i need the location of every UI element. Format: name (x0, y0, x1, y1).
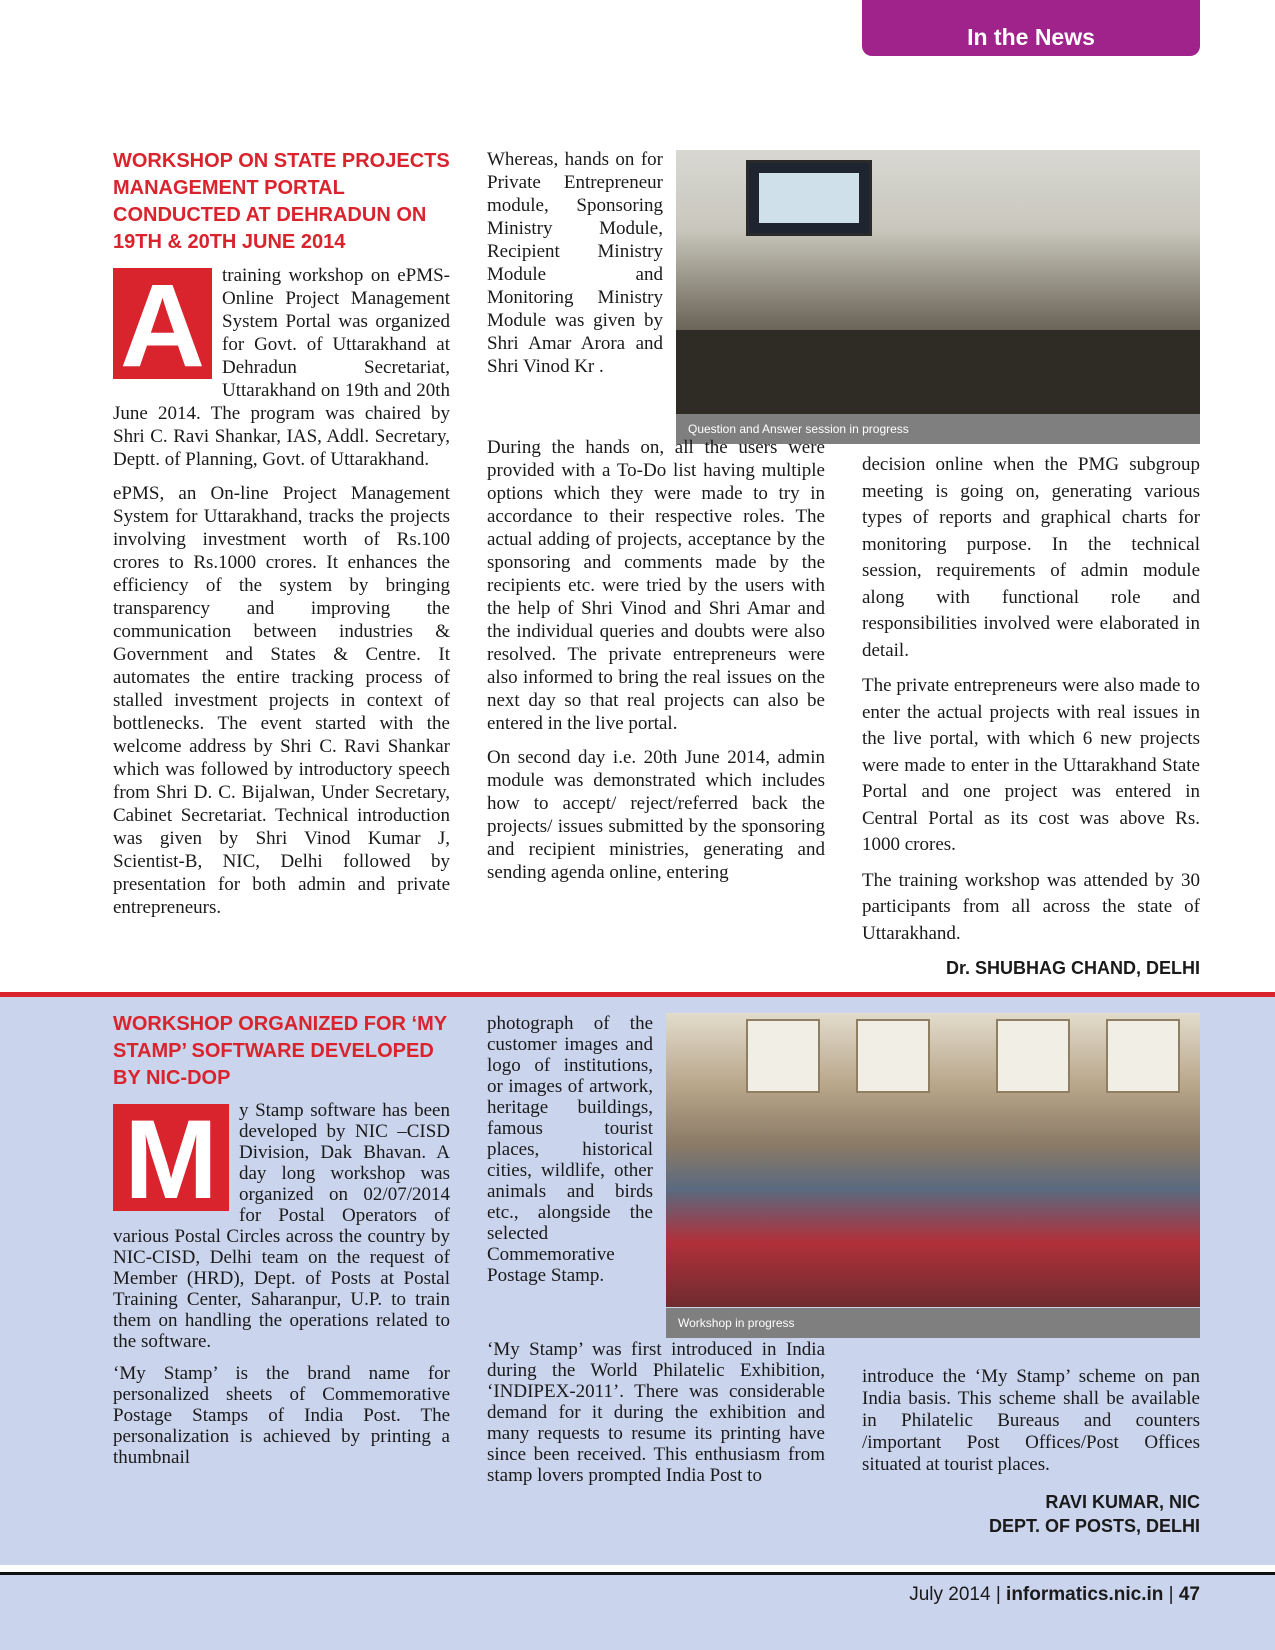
article1-column1 (113, 148, 450, 930)
article2-byline-name: RAVI KUMAR, NIC (1045, 1492, 1200, 1512)
article1-headline: WORKSHOP ON STATE PROJECTS MANAGEMENT PORTAL CONDUCTED AT DEHRADUN ON 19TH & 20TH JUNE 2014 (113, 150, 450, 253)
window (996, 1019, 1070, 1093)
article2-photo (666, 1013, 1200, 1307)
article2-paragraph-2: ‘My Stamp’ is the brand name for personalized sheets of Commemorative Postage Stamps of India Post. The personalization is achieved by printing a thumbnail (113, 1363, 450, 1468)
article1-paragraph-5: On second day i.e. 20th June 2014, admin module was demonstrated which includes how to accept/ reject/referred back the projects/ issues submitted by the sponsoring and recipient ministries, generating and sending agenda online, entering (487, 747, 825, 883)
footer-rule (0, 1572, 1275, 1575)
article2-headline: WORKSHOP ORGANIZED FOR ‘MY STAMP’ SOFTWARE DEVELOPED BY NIC-DOP (113, 1013, 447, 1089)
article1-paragraph-1: training workshop on ePMS-Online Project Management System Portal was organized for Govt. of Uttarakhand at Dehradun Secretariat, Uttarakhand on 19th and 20th June 2014. The program was chaired by Shri C. Ravi Shankar, IAS, Addl. Secretary, Deptt. of Planning, Govt. of Uttarakhand. (113, 265, 450, 470)
article1-body-left (113, 260, 450, 919)
section-divider (0, 992, 1275, 997)
article2-column2-bottom (487, 1339, 825, 1497)
article1-paragraph-3: Whereas, hands on for Private Entrepreneur module, Sponsoring Ministry Module, Recipient Ministry Module and Monitoring Ministry Module was given by Shri Amar Arora and Shri Vinod Kr . (487, 149, 663, 377)
article1-paragraph-8: The training workshop was attended by 30 participants from all across the state of Uttarakhand. (862, 869, 1200, 944)
page-footer (909, 1580, 1200, 1610)
article1-photo (676, 150, 1200, 414)
conference-table (676, 330, 1200, 414)
footer-site: informatics.nic.in (1006, 1584, 1164, 1605)
article1-photo-caption: Question and Answer session in progress (676, 414, 1200, 444)
article2-photo-caption: Workshop in progress (666, 1308, 1200, 1338)
article2-paragraph-5: introduce the ‘My Stamp’ scheme on pan India basis. This scheme shall be available in Philatelic Bureaus and counters /important Post Offices/Post Offices situated at tourist places. (862, 1366, 1200, 1475)
article1-column2-top (487, 148, 663, 389)
article2-column3 (862, 1366, 1200, 1538)
projector-screen (746, 160, 872, 236)
footer-page-number: 47 (1178, 1584, 1200, 1605)
article1-column3 (862, 452, 1200, 980)
article2-byline (862, 1490, 1200, 1538)
footer-date: July 2014 (909, 1584, 991, 1605)
article1-paragraph-7: The private entrepreneurs were also made to enter the actual projects with real issues in the live portal, with which 6 new projects were made to enter in the Uttarakhand State Portal and one project was entered in Central Portal as its cost was above Rs. 1000 crores. (862, 675, 1200, 855)
article2-column1 (113, 1011, 450, 1479)
article2-paragraph-4: ‘My Stamp’ was first introduced in India during the World Philatelic Exhibition, ‘INDIPEX-2011’. There was considerable demand for it during the exhibition and many requests to resume its printing have since been received. This enthusiasm from stamp lovers prompted India Post to (487, 1339, 825, 1486)
window (856, 1019, 930, 1093)
article2-dropcap: M (113, 1104, 229, 1211)
article2-byline-org: DEPT. OF POSTS, DELHI (988, 1516, 1200, 1536)
window (746, 1019, 820, 1093)
article2-paragraph-3: photograph of the customer images and logo of institutions, or images of artwork, heritage buildings, famous tourist places, historical cities, wildlife, other animals and birds etc., alongside the selected Commemorative Postage Stamp. (487, 1013, 653, 1286)
article2-column2-top (487, 1013, 653, 1297)
footer-separator: | (1168, 1584, 1179, 1605)
article1-paragraph-2: ePMS, an On-line Project Management System for Uttarakhand, tracks the projects involving investment worth of Rs.100 crores to Rs.1000 crores. It enhances the efficiency of the system by bringing transparency and improving the communication between industries & Government and States & Centre. It automates the entire tracking process of stalled investment projects in context of bottlenecks. The event started with the welcome address by Shri C. Ravi Shankar which was followed by introductory speech from Shri D. C. Bijalwan, Under Secretary, Cabinet Secretariat. Technical introduction was given by Shri Vinod Kumar J, Scientist-B, NIC, Delhi followed by presentation for both admin and private entrepreneurs. (113, 483, 450, 918)
section-tab (862, 0, 1200, 56)
footer-separator: | (995, 1584, 1007, 1605)
article1-column2-bottom (487, 436, 825, 895)
article1-byline: Dr. SHUBHAG CHAND, DELHI (945, 958, 1200, 978)
article2-paragraph-1: y Stamp software has been developed by NIC –CISD Division, Dak Bhavan. A day long workshop was organized on 02/07/2014 for Postal Operators of various Postal Circles across the country by NIC-CISD, Delhi team on the request of Member (HRD), Dept. of Posts at Postal Training Center, Saharanpur, U.P. to train them on handling the operations related to the software. (113, 1100, 450, 1352)
article1-dropcap: A (113, 268, 212, 379)
section-tab-label: In the News (967, 24, 1095, 50)
article1-paragraph-6: decision online when the PMG subgroup meeting is going on, generating various types of reports and graphical charts for monitoring purpose. In the technical session, requirements of admin module along with functional role and responsibilities involved were elaborated in detail. (862, 454, 1200, 661)
article1-paragraph-4: During the hands on, all the users were provided with a To-Do list having multiple options which they were made to try in accordance to their respective roles. The actual adding of projects, acceptance by the sponsoring and comments made by the recipients etc. were tried by the users with the help of Shri Vinod and Shri Amar and the individual queries and doubts were also resolved. The private entrepreneurs were also informed to bring the real issues on the next day so that real projects can also be entered in the live portal. (487, 437, 825, 734)
window (1106, 1019, 1180, 1093)
article2-body-left (113, 1097, 450, 1468)
